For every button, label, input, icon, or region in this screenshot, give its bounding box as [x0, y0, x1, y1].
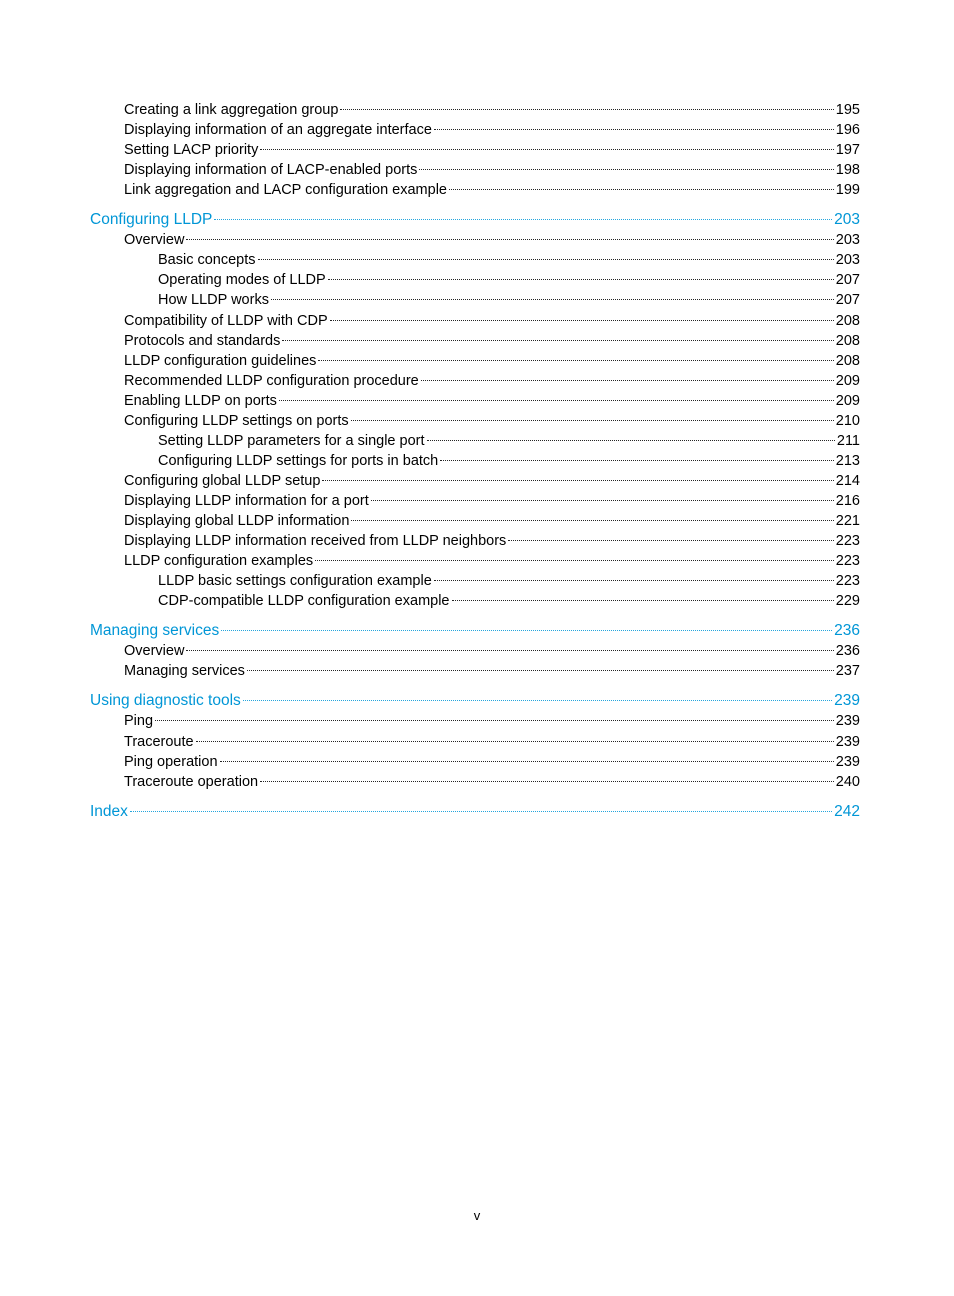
toc-entry-page-number: 203: [835, 252, 860, 269]
toc-entry-page-number: 195: [835, 102, 860, 118]
toc-entry[interactable]: [124, 732, 860, 752]
dot-leader: [427, 440, 835, 441]
toc-entry[interactable]: [124, 180, 860, 200]
dot-leader: [328, 279, 834, 280]
dot-leader: [421, 380, 834, 381]
dot-leader: [351, 420, 834, 421]
toc-entry-page-number: 207: [835, 272, 860, 289]
toc-entry-page-number: 211: [836, 432, 860, 449]
toc-entry-page-number: 209: [835, 372, 860, 389]
toc-entry-label: Displaying LLDP information for a port: [124, 492, 369, 509]
toc-entry-label: Configuring LLDP: [90, 211, 213, 229]
toc-chapter-entry[interactable]: [90, 691, 860, 711]
dot-leader: [260, 149, 833, 150]
toc-entry-page-number: 208: [835, 352, 860, 369]
toc-entry-page-number: 239: [835, 733, 860, 750]
toc-entry-label: Protocols and standards: [124, 332, 281, 349]
toc-entry[interactable]: [124, 230, 860, 250]
toc-entry[interactable]: [158, 270, 860, 290]
toc-entry-label: Recommended LLDP configuration procedure: [124, 372, 419, 389]
dot-leader: [260, 781, 834, 782]
toc-entry-page-number: 209: [835, 392, 860, 409]
dot-leader: [452, 600, 834, 601]
toc-entry[interactable]: [124, 471, 860, 491]
toc-entry-label: LLDP configuration examples: [124, 553, 314, 570]
toc-entry-label: LLDP configuration guidelines: [124, 352, 317, 369]
toc-entry-page-number: 216: [835, 492, 860, 509]
toc-entry-label: Managing services: [90, 622, 220, 640]
toc-entry-page-number: 203: [835, 232, 860, 249]
dot-leader: [130, 811, 832, 812]
toc-entry-page-number: 237: [835, 663, 860, 680]
toc-entry-label: Displaying LLDP information received from LLDP neighbors: [124, 533, 507, 550]
toc-entry[interactable]: [124, 371, 860, 391]
toc-entry[interactable]: [124, 411, 860, 431]
toc-entry[interactable]: [124, 661, 860, 681]
toc-entry[interactable]: [124, 752, 860, 772]
dot-leader: [214, 219, 832, 220]
toc-entry-page-number: 197: [835, 142, 860, 159]
toc-entry-label: How LLDP works: [158, 292, 269, 309]
dot-leader: [220, 761, 834, 762]
toc-entry[interactable]: [124, 491, 860, 511]
dot-leader: [315, 560, 834, 561]
toc-entry-label: Setting LLDP parameters for a single port: [158, 432, 425, 449]
toc-entry[interactable]: [124, 641, 860, 661]
toc-entry[interactable]: [158, 591, 860, 611]
toc-entry-page-number: 223: [835, 533, 860, 550]
toc-entry[interactable]: [158, 431, 860, 451]
toc-entry[interactable]: [124, 511, 860, 531]
toc-entry-page-number: 236: [834, 622, 860, 640]
page-footer-number: v: [473, 1208, 481, 1223]
toc-entry[interactable]: [124, 140, 860, 160]
toc-entry-label: Operating modes of LLDP: [158, 272, 326, 289]
dot-leader: [340, 109, 833, 110]
toc-entry[interactable]: [158, 250, 860, 270]
dot-leader: [419, 169, 833, 170]
toc-entry-page-number: 208: [835, 332, 860, 349]
toc-entry-page-number: 199: [835, 182, 860, 199]
toc-entry-page-number: 239: [835, 753, 860, 770]
toc-entry-label: Traceroute operation: [124, 773, 259, 790]
toc-entry[interactable]: [158, 571, 860, 591]
dot-leader: [449, 189, 834, 190]
dot-leader: [155, 720, 834, 721]
dot-leader: [440, 460, 834, 461]
toc-entry[interactable]: [124, 331, 860, 351]
toc-entry[interactable]: [124, 351, 860, 371]
toc-entry-label: Creating a link aggregation group: [124, 102, 339, 118]
toc-entry-label: Ping operation: [124, 753, 218, 770]
dot-leader: [221, 630, 832, 631]
toc-entry-label: CDP-compatible LLDP configuration example: [158, 593, 450, 610]
dot-leader: [282, 340, 833, 341]
toc-entry-label: Configuring global LLDP setup: [124, 472, 321, 489]
dot-leader: [186, 239, 833, 240]
dot-leader: [279, 400, 834, 401]
toc-entry-page-number: 198: [835, 162, 860, 179]
toc-entry-label: Enabling LLDP on ports: [124, 392, 277, 409]
toc-chapter-entry[interactable]: [90, 621, 860, 641]
toc-entry-label: Setting LACP priority: [124, 142, 259, 159]
toc-entry-page-number: 207: [835, 292, 860, 309]
dot-leader: [508, 540, 833, 541]
toc-entry[interactable]: [124, 311, 860, 331]
toc-entry-page-number: 242: [834, 802, 860, 820]
toc-entry-label: Link aggregation and LACP configuration example: [124, 182, 447, 199]
toc-entry-label: Index: [90, 802, 128, 820]
dot-leader: [318, 360, 833, 361]
toc-entry-label: Configuring LLDP settings on ports: [124, 412, 349, 429]
toc-entry-label: Displaying information of an aggregate interface: [124, 122, 432, 139]
toc-entry-label: Basic concepts: [158, 252, 256, 269]
dot-leader: [434, 580, 834, 581]
toc-entry-page-number: 196: [835, 122, 860, 139]
dot-leader: [196, 741, 834, 742]
toc-entry[interactable]: [124, 551, 860, 571]
toc-entry-label: Compatibility of LLDP with CDP: [124, 312, 328, 329]
toc-entry[interactable]: [158, 290, 860, 310]
toc-entry[interactable]: [158, 451, 860, 471]
toc-entry-label: Overview: [124, 232, 185, 249]
toc-entry-label: Managing services: [124, 663, 245, 680]
toc-entry[interactable]: [124, 531, 860, 551]
toc-entry-label: Traceroute: [124, 733, 194, 750]
dot-leader: [322, 480, 833, 481]
toc-entry-page-number: 203: [834, 211, 860, 229]
toc-entry[interactable]: [124, 391, 860, 411]
toc-entry-label: Overview: [124, 643, 185, 660]
toc-chapter-entry[interactable]: [90, 802, 860, 822]
toc-entry-page-number: 229: [835, 593, 860, 610]
toc-entry-label: Configuring LLDP settings for ports in batch: [158, 452, 439, 469]
toc-entry-page-number: 240: [835, 773, 860, 790]
toc-entry-label: Ping: [124, 713, 154, 730]
toc-entry[interactable]: [124, 100, 860, 120]
toc-entry-page-number: 213: [835, 452, 860, 469]
dot-leader: [371, 500, 834, 501]
toc-entry-page-number: 239: [834, 692, 860, 710]
toc-entry-page-number: 239: [835, 713, 860, 730]
toc-entry-page-number: 223: [835, 553, 860, 570]
toc-entry-page-number: 223: [835, 573, 860, 590]
toc-entry[interactable]: [124, 120, 860, 140]
toc-chapter-entry[interactable]: [90, 210, 860, 230]
dot-leader: [434, 129, 834, 130]
toc-entry[interactable]: [124, 711, 860, 731]
toc-entry[interactable]: [124, 772, 860, 792]
toc-entry-label: Displaying global LLDP information: [124, 513, 350, 529]
toc-entry-label: Displaying information of LACP-enabled ports: [124, 162, 418, 179]
toc-entry-page-number: 208: [835, 312, 860, 329]
toc-entry-page-number: 221: [835, 513, 860, 529]
toc-entry-label: LLDP basic settings configuration example: [158, 573, 432, 590]
dot-leader: [247, 670, 834, 671]
dot-leader: [330, 320, 834, 321]
toc-entry-label: Using diagnostic tools: [90, 692, 241, 710]
dot-leader: [351, 520, 833, 521]
toc-entry-page-number: 236: [835, 643, 860, 660]
dot-leader: [271, 299, 834, 300]
toc-entry[interactable]: [124, 160, 860, 180]
toc-entry-page-number: 214: [835, 472, 860, 489]
dot-leader: [186, 650, 833, 651]
dot-leader: [243, 700, 832, 701]
dot-leader: [258, 259, 834, 260]
toc-entry-page-number: 210: [835, 412, 860, 429]
